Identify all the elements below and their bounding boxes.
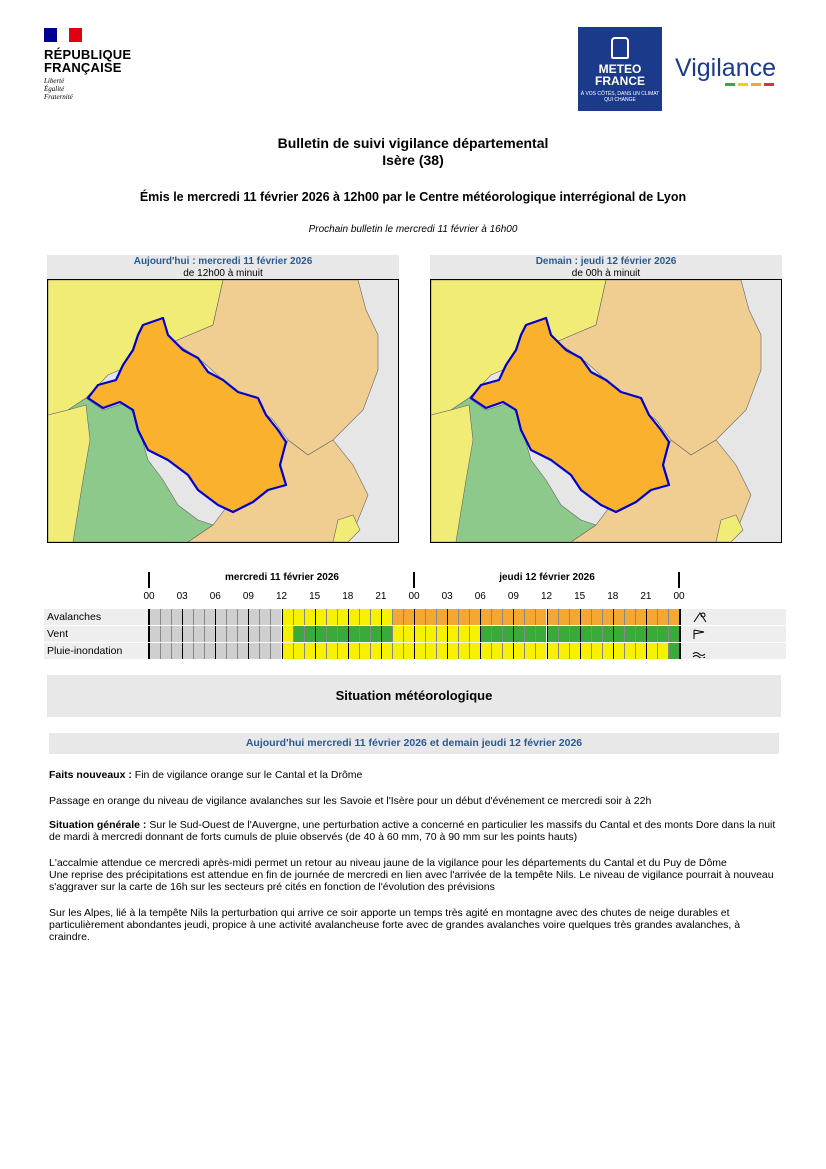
timeline-cell-green	[657, 626, 668, 642]
emission-line: Émis le mercredi 11 février 2026 à 12h00 par le Centre météorologique interrégional de Lyon	[139, 190, 687, 204]
tomorrow-map-header	[430, 255, 782, 280]
timeline-cell-none	[171, 643, 182, 659]
timeline-cell-green	[348, 626, 359, 642]
timeline-cell-green	[524, 626, 535, 642]
timeline-hour-label: 00	[143, 591, 155, 602]
timeline-cell-orange	[591, 609, 602, 625]
meteo-tagline: À VOS CÔTÉS, DANS UN CLIMAT QUI CHANGE	[580, 91, 660, 103]
timeline-cell-yellow	[580, 643, 591, 659]
timeline-cell-orange	[657, 609, 668, 625]
timeline-cell-none	[259, 626, 270, 642]
generale-text: Sur le Sud-Ouest de l'Auvergne, une perturbation active a concerné en particulier les massifs du Cantal et des monts Dore dans la nuit de mardi à mercredi donnant de forts cumuls de pluie observés (de 40 à 60 mm, 70 à 90 mm sur les points hauts)	[49, 819, 776, 843]
timeline-cell-orange	[646, 609, 657, 625]
timeline-cell-green	[558, 626, 569, 642]
timeline-cell-yellow	[458, 626, 469, 642]
timeline-cell-none	[160, 643, 171, 659]
timeline-cell-none	[182, 643, 193, 659]
timeline-row-end	[679, 626, 681, 642]
timeline-hour-label: 00	[673, 591, 685, 602]
faits-nouveaux-paragraph	[49, 769, 779, 781]
faits-text: Fin de vigilance orange sur le Cantal et la Drôme	[131, 769, 363, 781]
timeline-cell-yellow	[657, 643, 668, 659]
timeline-cell-orange	[602, 609, 613, 625]
timeline-day1: mercredi 11 février 2026	[225, 572, 339, 583]
timeline-cell-yellow	[569, 643, 580, 659]
timeline-cell-yellow	[282, 643, 293, 659]
timeline-hour-label: 06	[209, 591, 221, 602]
timeline-cell-green	[624, 626, 635, 642]
timeline-day2: jeudi 12 février 2026	[499, 572, 595, 583]
timeline-cell-none	[149, 643, 160, 659]
timeline-cell-green	[613, 626, 624, 642]
timeline-cell-orange	[491, 609, 502, 625]
timeline-cell-orange	[624, 609, 635, 625]
timeline-cell-none	[160, 609, 171, 625]
timeline-cell-green	[580, 626, 591, 642]
timeline-cell-none	[226, 609, 237, 625]
timeline-cell-yellow	[425, 643, 436, 659]
situation-heading: Situation météorologique	[47, 675, 781, 717]
timeline-cell-none	[149, 609, 160, 625]
row-label-avalanches: Avalanches	[47, 611, 102, 623]
timeline-cell-none	[182, 626, 193, 642]
timeline-cell-orange	[513, 609, 524, 625]
avalanche-icon	[692, 610, 708, 624]
timeline-cell-yellow	[436, 643, 447, 659]
meteo-line2: FRANCE	[595, 74, 645, 88]
timeline-cell-green	[315, 626, 326, 642]
timeline-cell-yellow	[535, 643, 546, 659]
timeline-hour-label: 21	[640, 591, 652, 602]
timeline-cell-none	[193, 609, 204, 625]
timeline-cell-yellow	[381, 609, 392, 625]
motto-fraternite: Fraternité	[44, 93, 73, 101]
row-label-pluie: Pluie-inondation	[47, 645, 123, 657]
timeline-cell-none	[237, 626, 248, 642]
timeline-cell-yellow	[447, 626, 458, 642]
timeline-cell-yellow	[480, 643, 491, 659]
french-flag-icon	[44, 28, 82, 42]
timeline-cell-yellow	[326, 643, 337, 659]
republique-line1: RÉPUBLIQUE	[44, 47, 132, 62]
alpes-paragraph: Sur les Alpes, lié à la tempête Nils la perturbation qui arrive ce soir apporte un temps très agité en montagne avec des chutes de neige durables et particulièrement abondantes jeudi, propice à une activité avalancheuse forte avec de grandes avalanches voire quelques très grandes avalanches, à craindre.	[49, 907, 741, 943]
timeline-cell-green	[359, 626, 370, 642]
timeline-cell-yellow	[414, 626, 425, 642]
vigilance-word: Vigilance	[675, 54, 777, 82]
timeline-cell-green	[668, 626, 679, 642]
timeline-cell-orange	[635, 609, 646, 625]
timeline-cell-yellow	[591, 643, 602, 659]
timeline-hour-label: 12	[275, 591, 288, 602]
timeline-cell-orange	[535, 609, 546, 625]
timeline-cell-yellow	[282, 626, 293, 642]
timeline-cell-none	[248, 626, 259, 642]
timeline-cell-none	[270, 609, 281, 625]
republique-francaise-logo	[44, 28, 154, 101]
situation-generale-paragraph	[49, 819, 779, 843]
timeline-row-start	[148, 643, 150, 659]
timeline-cell-yellow	[326, 609, 337, 625]
timeline-cell-yellow	[304, 643, 315, 659]
timeline-cell-yellow	[513, 643, 524, 659]
timeline-cell-none	[226, 643, 237, 659]
timeline-cell-green	[569, 626, 580, 642]
rain-flood-icon	[692, 644, 708, 658]
timeline-hour-label: 09	[242, 591, 254, 602]
timeline-cell-yellow	[613, 643, 624, 659]
accalmie-paragraph	[49, 857, 779, 893]
timeline-hour-label: 18	[607, 591, 619, 602]
timeline-cell-orange	[524, 609, 535, 625]
timeline-cell-none	[237, 609, 248, 625]
motto-liberte: Liberté	[44, 77, 65, 85]
timeline-hour-label: 15	[309, 591, 321, 602]
timeline-cell-orange	[392, 609, 403, 625]
timeline-cell-yellow	[491, 643, 502, 659]
timeline-cell-green	[381, 626, 392, 642]
bulletin-title	[0, 135, 826, 169]
timeline-cell-none	[171, 626, 182, 642]
timeline-hour-label: 09	[507, 591, 519, 602]
timeline-hour-label: 03	[441, 591, 453, 602]
bulletin-title-line1: Bulletin de suivi vigilance départemental	[277, 135, 549, 151]
timeline-cell-green	[337, 626, 348, 642]
timeline-cell-yellow	[315, 643, 326, 659]
timeline-hour-label: 00	[408, 591, 420, 602]
timeline-cell-yellow	[547, 643, 558, 659]
timeline-hour-label: 12	[540, 591, 553, 602]
timeline-cell-yellow	[624, 643, 635, 659]
timeline-cell-none	[215, 609, 226, 625]
timeline-cell-none	[259, 609, 270, 625]
timeline-cell-yellow	[646, 643, 657, 659]
timeline-cell-green	[502, 626, 513, 642]
timeline-cell-yellow	[359, 643, 370, 659]
timeline-hour-label: 18	[342, 591, 354, 602]
timeline-cell-none	[160, 626, 171, 642]
timeline-row-start	[148, 626, 150, 642]
timeline-cell-green	[491, 626, 502, 642]
timeline-cell-orange	[469, 609, 480, 625]
timeline-cell-orange	[436, 609, 447, 625]
avalanche-paragraph: Passage en orange du niveau de vigilance avalanches sur les Savoie et l'Isère pour un début d'événement ce mercredi soir à 22h	[49, 795, 652, 807]
timeline-cell-green	[304, 626, 315, 642]
tomorrow-map-title: Demain : jeudi 12 février 2026	[535, 256, 677, 267]
timeline-cell-yellow	[425, 626, 436, 642]
timeline-cell-orange	[558, 609, 569, 625]
timeline-row-end	[679, 643, 681, 659]
situation-subheading: Aujourd'hui mercredi 11 février 2026 et demain jeudi 12 février 2026	[49, 733, 779, 754]
vigilance-color-bars	[725, 83, 776, 86]
timeline-hour-label: 06	[474, 591, 486, 602]
timeline-cell-green	[591, 626, 602, 642]
timeline-cell-none	[215, 643, 226, 659]
timeline-cell-green	[480, 626, 491, 642]
timeline-hour-label: 03	[176, 591, 188, 602]
timeline-hour-label: 21	[375, 591, 387, 602]
timeline-cell-orange	[613, 609, 624, 625]
accalmie-line2: Une reprise des précipitations est attendue en fin de journée de mercredi en lien avec l'arrivée de la tempête Nils. Le niveau de vigilance pourrait à nouveau s'aggraver sur la carte de 16h sur les secteurs pré cités en fonction de l'évolution des prévisions	[49, 869, 774, 893]
timeline-midnight-tick	[413, 572, 415, 588]
timeline-cell-orange	[569, 609, 580, 625]
timeline-cell-yellow	[370, 643, 381, 659]
timeline-cell-yellow	[502, 643, 513, 659]
timeline-cell-orange	[403, 609, 414, 625]
timeline-cell-orange	[447, 609, 458, 625]
tomorrow-map-subtitle: de 00h à minuit	[571, 268, 641, 279]
timeline-cell-green	[635, 626, 646, 642]
timeline-cell-yellow	[635, 643, 646, 659]
timeline-cell-yellow	[469, 643, 480, 659]
timeline-cell-yellow	[370, 609, 381, 625]
timeline-cell-none	[204, 609, 215, 625]
timeline-cell-yellow	[403, 643, 414, 659]
row-label-vent: Vent	[47, 628, 69, 640]
timeline-cell-green	[547, 626, 558, 642]
timeline-cell-green	[535, 626, 546, 642]
meteo-france-logo	[578, 27, 662, 111]
faits-label: Faits nouveaux :	[49, 769, 132, 781]
timeline-cell-yellow	[458, 643, 469, 659]
timeline-cell-none	[204, 643, 215, 659]
timeline-cell-none	[237, 643, 248, 659]
timeline-cell-yellow	[337, 609, 348, 625]
timeline-cell-yellow	[348, 643, 359, 659]
today-map-title: Aujourd'hui : mercredi 11 février 2026	[133, 256, 313, 267]
timeline-cell-yellow	[436, 626, 447, 642]
timeline-cell-yellow	[304, 609, 315, 625]
timeline-cell-none	[270, 643, 281, 659]
timeline-cell-none	[248, 643, 259, 659]
timeline-cell-yellow	[337, 643, 348, 659]
timeline-cell-none	[248, 609, 259, 625]
vigilance-timeline	[0, 568, 826, 668]
timeline-cell-orange	[668, 609, 679, 625]
timeline-cell-orange	[458, 609, 469, 625]
timeline-cell-yellow	[602, 643, 613, 659]
timeline-cell-none	[182, 609, 193, 625]
timeline-hour-label: 15	[574, 591, 586, 602]
timeline-cell-yellow	[469, 626, 480, 642]
timeline-cell-yellow	[524, 643, 535, 659]
timeline-cell-none	[193, 626, 204, 642]
timeline-cell-yellow	[293, 609, 304, 625]
timeline-cell-orange	[425, 609, 436, 625]
republique-line2: FRANÇAISE	[44, 60, 122, 75]
timeline-cell-yellow	[359, 609, 370, 625]
timeline-cell-green	[668, 643, 679, 659]
timeline-row-start	[148, 609, 150, 625]
timeline-cell-yellow	[447, 643, 458, 659]
timeline-cell-orange	[547, 609, 558, 625]
timeline-cell-none	[270, 626, 281, 642]
timeline-cell-green	[646, 626, 657, 642]
timeline-start-tick	[148, 572, 150, 588]
today-map-subtitle: de 12h00 à minuit	[183, 268, 263, 279]
timeline-cell-none	[193, 643, 204, 659]
timeline-cell-green	[293, 626, 304, 642]
timeline-row-end	[679, 609, 681, 625]
meteo-line1: METEO	[598, 62, 642, 76]
timeline-end-tick	[678, 572, 680, 588]
timeline-cell-orange	[480, 609, 491, 625]
timeline-cell-orange	[580, 609, 591, 625]
timeline-cell-yellow	[392, 643, 403, 659]
timeline-cell-green	[326, 626, 337, 642]
motto-egalite: Égalité	[44, 85, 65, 93]
timeline-cell-none	[149, 626, 160, 642]
timeline-cell-yellow	[381, 643, 392, 659]
vigilance-logo	[675, 55, 776, 86]
timeline-cell-yellow	[403, 626, 414, 642]
today-map-svg	[48, 280, 398, 542]
today-map	[47, 279, 399, 543]
timeline-cell-none	[215, 626, 226, 642]
timeline-cell-orange	[502, 609, 513, 625]
timeline-cell-none	[171, 609, 182, 625]
timeline-cell-green	[602, 626, 613, 642]
timeline-cell-yellow	[392, 626, 403, 642]
bulletin-title-line2: Isère (38)	[382, 152, 444, 168]
today-map-header	[47, 255, 399, 280]
timeline-cell-yellow	[558, 643, 569, 659]
timeline-cell-none	[226, 626, 237, 642]
tomorrow-map-svg	[431, 280, 781, 542]
next-bulletin-line: Prochain bulletin le mercredi 11 février à 16h00	[308, 224, 518, 235]
timeline-cell-yellow	[293, 643, 304, 659]
timeline-cell-none	[259, 643, 270, 659]
wind-icon	[692, 627, 708, 641]
tomorrow-map	[430, 279, 782, 543]
timeline-cell-yellow	[315, 609, 326, 625]
timeline-cell-yellow	[282, 609, 293, 625]
meteo-france-icon	[611, 37, 629, 59]
timeline-cell-green	[370, 626, 381, 642]
timeline-cell-green	[513, 626, 524, 642]
accalmie-line1: L'accalmie attendue ce mercredi après-midi permet un retour au niveau jaune de la vigilance pour les départements du Cantal et du Puy de Dôme	[49, 857, 727, 869]
timeline-cell-none	[204, 626, 215, 642]
timeline-cell-yellow	[348, 609, 359, 625]
timeline-cell-orange	[414, 609, 425, 625]
generale-label: Situation générale :	[49, 819, 147, 831]
timeline-cell-yellow	[414, 643, 425, 659]
